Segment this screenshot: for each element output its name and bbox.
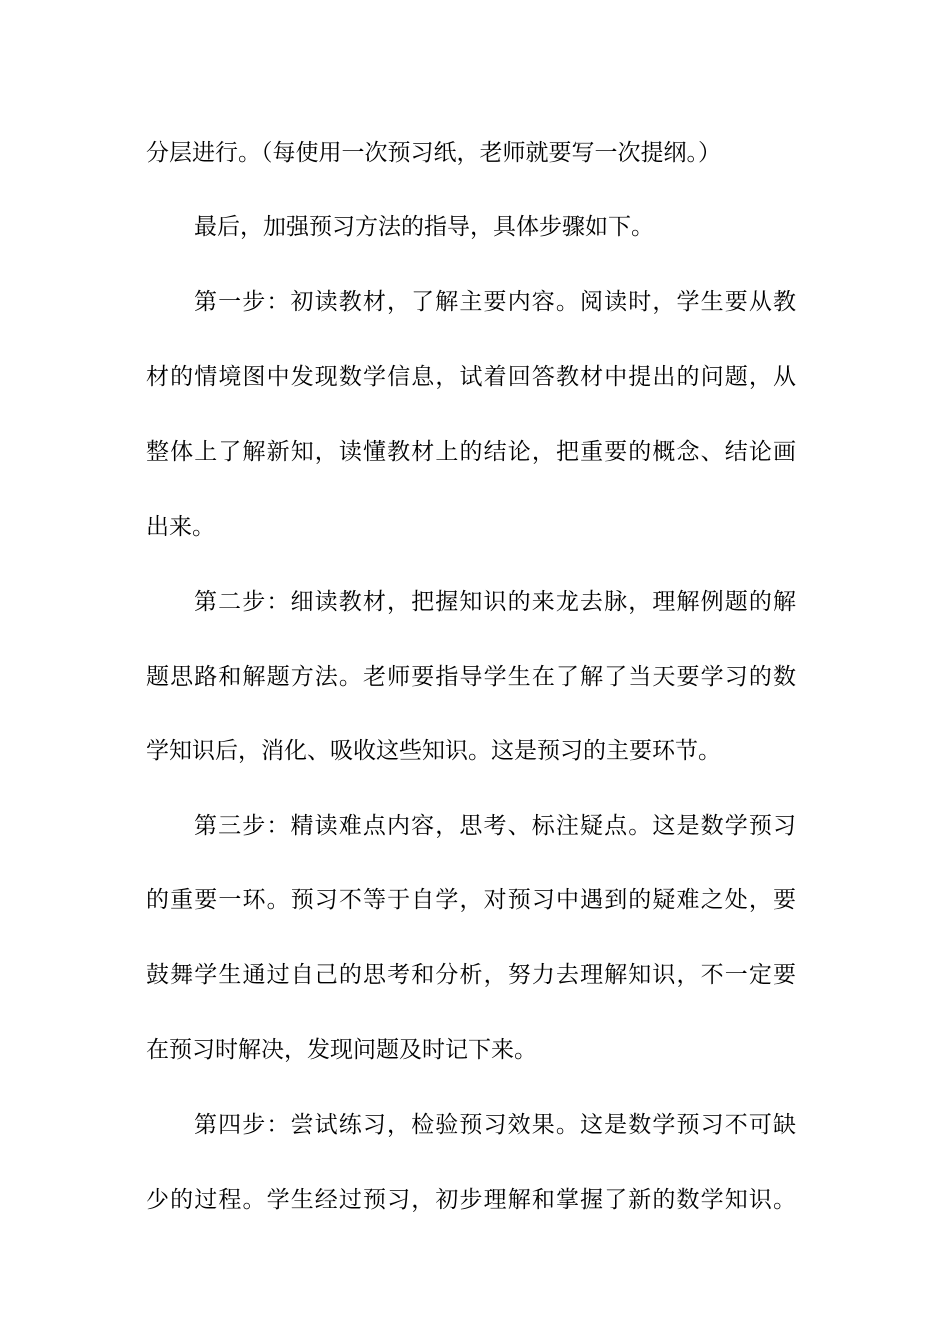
text-line: 鼓舞学生通过自己的思考和分析，努力去理解知识，不一定要 (146, 962, 796, 988)
text-line: 第二步：细读教材，把握知识的来龙去脉，理解例题的解 (194, 589, 796, 615)
text-line: 整体上了解新知，读懂教材上的结论，把重要的概念、结论画 (146, 439, 796, 465)
text-line: 材的情境图中发现数学信息，试着回答教材中提出的问题，从 (146, 364, 796, 390)
text-line: 少的过程。学生经过预习，初步理解和掌握了新的数学知识。 (146, 1187, 796, 1213)
text-line: 在预习时解决，发现问题及时记下来。 (146, 1037, 537, 1063)
text-line: 的重要一环。预习不等于自学，对预习中遇到的疑难之处，要 (146, 887, 796, 913)
text-line: 第三步：精读难点内容，思考、标注疑点。这是数学预习 (194, 813, 796, 839)
text-line: 学知识后，消化、吸收这些知识。这是预习的主要环节。 (146, 738, 721, 764)
text-line: 题思路和解题方法。老师要指导学生在了解了当天要学习的数 (146, 664, 796, 690)
text-line: 出来。 (146, 514, 215, 540)
text-line: 最后，加强预习方法的指导，具体步骤如下。 (194, 214, 654, 240)
text-line: 第一步：初读教材，了解主要内容。阅读时，学生要从教 (194, 289, 796, 315)
text-line: 分层进行。（每使用一次预习纸，老师就要写一次提纲。） (146, 140, 721, 166)
text-line: 第四步：尝试练习，检验预习效果。这是数学预习不可缺 (194, 1112, 796, 1138)
